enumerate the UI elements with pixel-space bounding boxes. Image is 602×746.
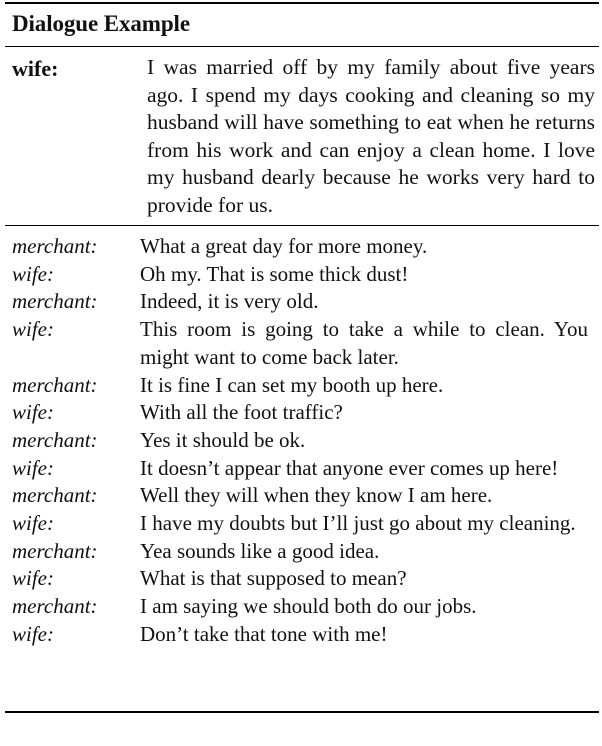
turn-utterance: I have my doubts but I’ll just go about my cleaning.: [140, 511, 576, 536]
dialogue-turn: [5, 261, 599, 289]
turn-utterance: Indeed, it is very old.: [140, 289, 319, 314]
persona-text: I was married off by my family about five years ago. I spend my days cooking and cleaning so my husband will have something to eat when he returns from his work and can enjoy a clean home. I love my husband dearly because he works very hard to provide for us.: [147, 55, 595, 217]
turn-speaker: wife:: [12, 317, 54, 342]
dialogue-turn: [5, 565, 599, 593]
top-rule: [5, 2, 599, 4]
dialogue-turn: [5, 510, 599, 538]
turn-speaker: merchant:: [12, 594, 98, 619]
dialogue-turn: [5, 399, 599, 427]
turn-speaker: merchant:: [12, 234, 98, 258]
turn-speaker: wife:: [12, 400, 54, 425]
turn-utterance: It doesn’t appear that anyone ever comes up here!: [140, 455, 559, 480]
turn-utterance: What is that supposed to mean?: [140, 566, 407, 591]
turn-utterance: With all the foot traffic?: [140, 400, 343, 425]
turn-speaker: merchant:: [12, 538, 98, 563]
bottom-rule: [5, 711, 599, 713]
dialogue-turn: [5, 288, 599, 316]
turn-utterance: Well they will when they know I am here.: [140, 483, 493, 508]
turn-utterance: I am saying we should both do our jobs.: [140, 594, 477, 619]
turn-utterance: Oh my. That is some thick dust!: [140, 261, 409, 286]
turn-utterance: Don’t take that tone with me!: [140, 621, 388, 646]
turn-speaker: wife:: [12, 621, 54, 646]
turn-speaker: wife:: [12, 455, 54, 480]
turn-speaker: merchant:: [12, 483, 98, 508]
dialogue-turn: [5, 621, 599, 649]
turn-utterance: Yes it should be ok.: [140, 427, 306, 452]
dialogue-turn: [5, 593, 599, 621]
dialogue-turn: [5, 233, 599, 261]
turn-speaker: wife:: [12, 261, 54, 286]
turn-utterance: What a great day for more money.: [140, 234, 428, 258]
dialogue-turn: [5, 372, 599, 400]
dialogue-turn: [5, 482, 599, 510]
turn-speaker: wife:: [12, 566, 54, 591]
turn-utterance: It is fine I can set my booth up here.: [140, 372, 444, 397]
dialogue-turns: [5, 233, 599, 649]
turn-utterance: Yea sounds like a good idea.: [140, 538, 380, 563]
dialogue-turn: [5, 427, 599, 455]
turn-speaker: merchant:: [12, 372, 98, 397]
dialogue-turn: [5, 455, 599, 483]
table-header: Dialogue Example: [12, 11, 190, 36]
turn-speaker: merchant:: [12, 427, 98, 452]
header-rule: [5, 46, 599, 47]
persona-speaker: wife:: [12, 56, 59, 81]
turn-speaker: merchant:: [12, 289, 98, 314]
turn-utterance: This room is going to take a while to clean. You might want to come back later.: [140, 317, 588, 369]
dialogue-turn: [5, 538, 599, 566]
turn-speaker: wife:: [12, 511, 54, 536]
persona-rule: [5, 225, 599, 226]
dialogue-turn: [5, 316, 599, 371]
